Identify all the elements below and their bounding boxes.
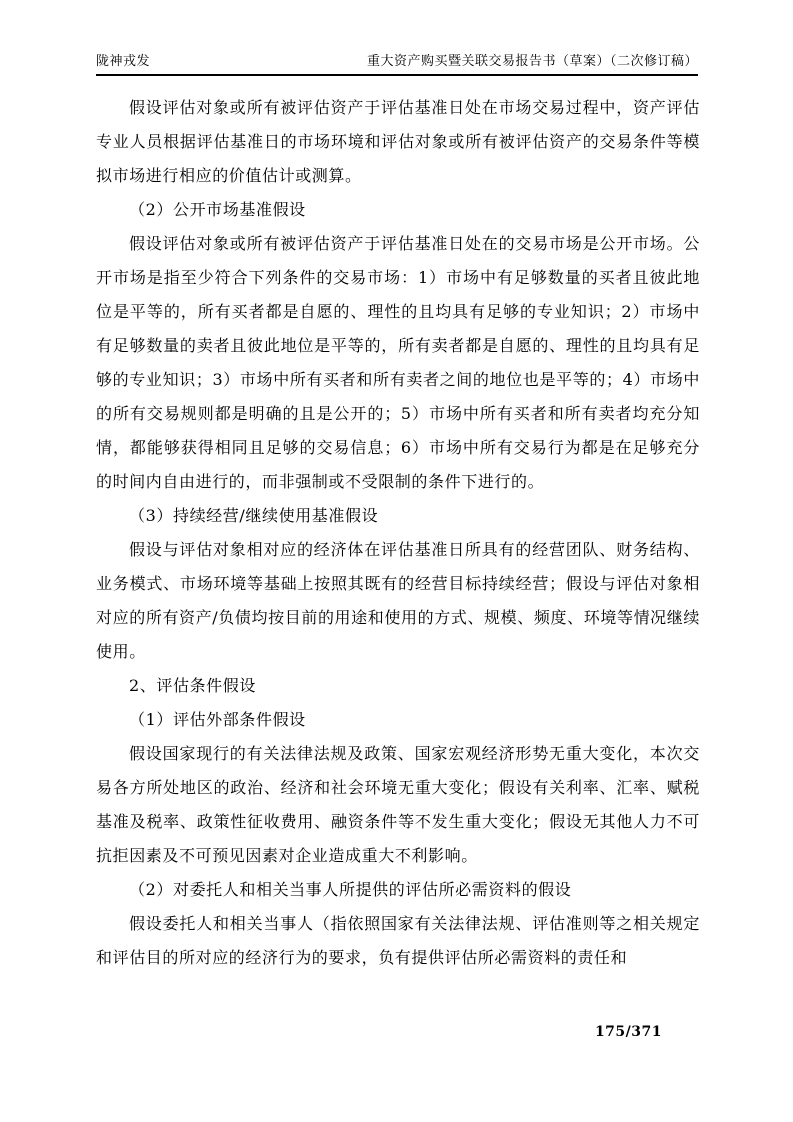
paragraph-4: 假设国家现行的有关法律法规及政策、国家宏观经济形势无重大变化，本次交易各方所处地区的政治、经济和社会环境无重大变化；假设有关利率、汇率、赋税基准及税率、政策性征收费用、融资条件等不发生重大变化；假设无其他人力不可抗拒因素及不可预见因素对企业造成重大不利影响。 [96,744,700,865]
paragraph-2: 假设评估对象或所有被评估资产于评估基准日处在的交易市场是公开市场。公开市场是指至少符合下列条件的交易市场：1）市场中有足够数量的买者且彼此地位是平等的，所有买者都是自愿的、理性的且均具有足够的专业知识；2）市场中有足够数量的卖者且彼此地位是平等的，所有卖者都是自愿的、理性的且均具有足够的专业知识；3）市场中所有买者和所有卖者之间的地位也是平等的；4）市场中的所有交易规则都是明确的且是公开的；5）市场中所有买者和所有卖者均充分知情，都能够获得相同且足够的交易信息；6）市场中所有交易行为都是在足够充分的时间内自由进行的，而非强制或不受限制的条件下进行的。 [96,234,700,491]
page-number: 175/371 [594,1024,662,1040]
paragraph-1: 假设评估对象或所有被评估资产于评估基准日处在市场交易过程中，资产评估专业人员根据评估基准日的市场环境和评估对象或所有被评估资产的交易条件等模拟市场进行相应的价值估计或测算。 [96,98,700,185]
section-heading-valuation-conditions: 2、评估条件假设 [129,676,256,695]
header-right-title: 重大资产购买暨关联交易报告书（草案）（二次修订稿） [366,54,698,69]
paragraph-3: 假设与评估对象相对应的经济体在评估基准日所具有的经营团队、财务结构、业务模式、市场环境等基础上按照其既有的经营目标持续经营；假设与评估对象相对应的所有资产/负债均按目前的用途和使用的方式、规模、频度、环境等情况继续使用。 [96,540,700,661]
section-heading-public-market: （2）公开市场基准假设 [129,200,306,219]
section-heading-client-materials: （2）对委托人和相关当事人所提供的评估所必需资料的假设 [129,880,572,899]
section-heading-going-concern: （3）持续经营/继续使用基准假设 [129,506,379,525]
document-body [96,91,700,975]
header-left-title: 陇神戎发 [96,54,151,69]
paragraph-5: 假设委托人和相关当事人（指依照国家有关法律法规、评估准则等之相关规定和评估目的所对应的经济行为的要求，负有提供评估所必需资料的责任和 [96,914,700,967]
section-heading-external-conditions: （1）评估外部条件假设 [129,710,306,729]
page-header [96,50,698,76]
